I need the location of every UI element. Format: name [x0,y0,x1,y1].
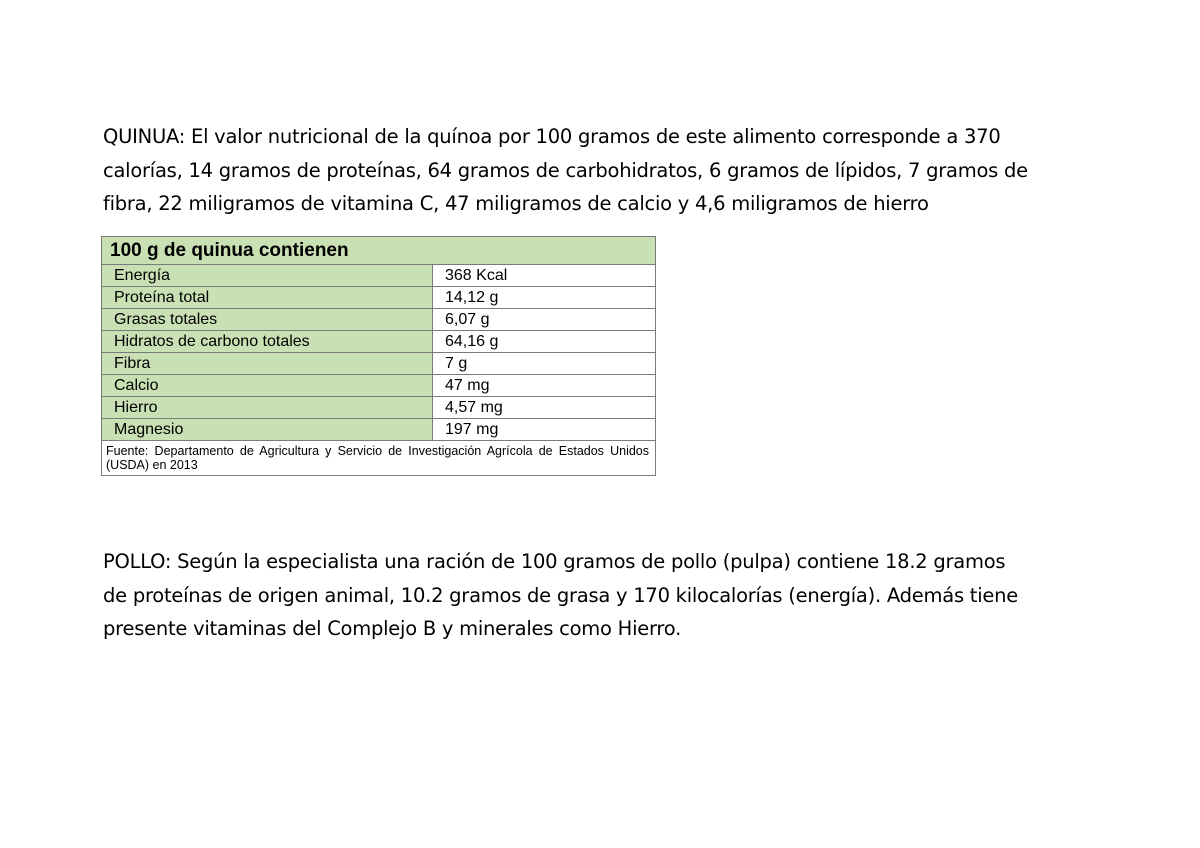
table-row [102,397,656,419]
table-header-row [102,237,656,265]
pollo-line-1: POLLO: Según la especialista una ración de 100 gramos de pollo (pulpa) contiene 18.2 gramos [103,550,1006,573]
row-label: Energía [102,265,433,287]
table-row [102,265,656,287]
table-title: 100 g de quinua contienen [102,237,656,265]
quinua-line-1: QUINUA: El valor nutricional de la quínoa por 100 gramos de este alimento corresponde a 370 [103,125,1001,148]
row-label: Hierro [102,397,433,419]
row-label: Fibra [102,353,433,375]
table-row [102,331,656,353]
table-row [102,419,656,441]
pollo-line-3: presente vitaminas del Complejo B y minerales como Hierro. [103,617,682,640]
table-row [102,309,656,331]
row-value: 64,16 g [433,331,656,353]
row-label: Grasas totales [102,309,433,331]
quinua-line-2: calorías, 14 gramos de proteínas, 64 gramos de carbohidratos, 6 gramos de lípidos, 7 gramos de [103,158,1028,182]
row-label: Magnesio [102,419,433,441]
row-value: 47 mg [433,375,656,397]
row-value: 6,07 g [433,309,656,331]
table-source-row [102,441,656,476]
table-row [102,353,656,375]
row-label: Calcio [102,375,433,397]
row-value: 7 g [433,353,656,375]
pollo-line-2: de proteínas de origen animal, 10.2 gramos de grasa y 170 kilocalorías (energía). Además tiene [103,583,1018,607]
table-source-note: Fuente: Departamento de Agricultura y Servicio de Investigación Agrícola de Estados Unidos (USDA) en 2013 [102,441,656,476]
quinua-line-3: fibra, 22 miligramos de vitamina C, 47 miligramos de calcio y 4,6 miligramos de hierro [103,192,929,215]
row-value: 4,57 mg [433,397,656,419]
quinua-paragraph [103,120,1103,221]
table-row [102,287,656,309]
table-row [102,375,656,397]
quinua-nutrition-table [101,236,656,476]
row-value: 197 mg [433,419,656,441]
row-label: Hidratos de carbono totales [102,331,433,353]
pollo-paragraph [103,545,1103,646]
row-value: 368 Kcal [433,265,656,287]
row-label: Proteína total [102,287,433,309]
row-value: 14,12 g [433,287,656,309]
